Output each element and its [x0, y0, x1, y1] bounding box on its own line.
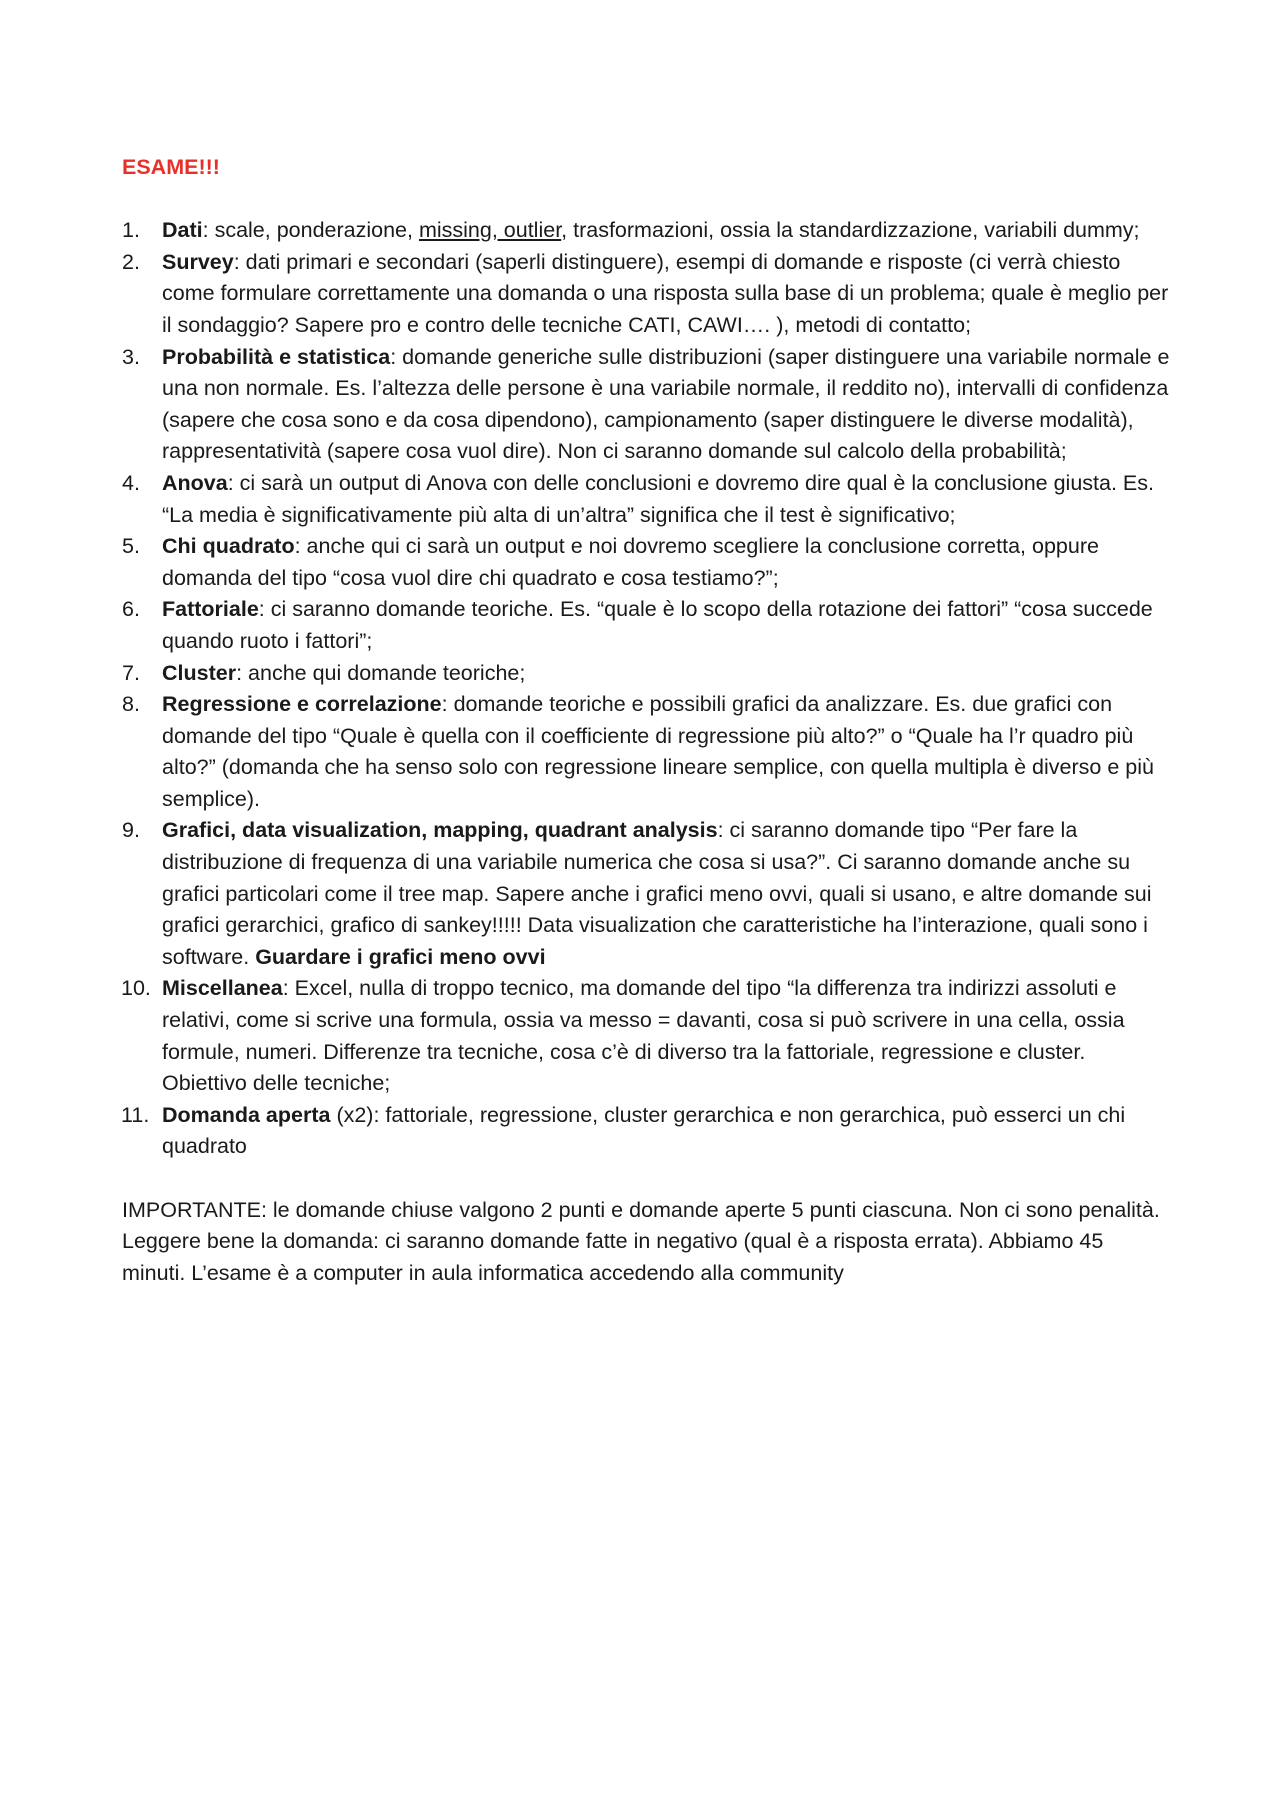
- list-item-text: : anche qui domande teoriche;: [236, 660, 526, 685]
- list-item-number: 11.: [121, 1102, 150, 1127]
- list-item-title: Probabilità e statistica: [162, 344, 391, 369]
- list-item-text: : ci sarà un output di Anova con delle conclusioni e dovremo dire qual è la conclusione giusta. Es. “La media è significativamente più alta di un’altra” significa che il test è significativo;: [162, 470, 1154, 527]
- list-item-number: 7.: [122, 660, 140, 685]
- list-item-text: : scale, ponderazione,: [202, 218, 419, 243]
- list-item-title: Fattoriale: [162, 597, 259, 622]
- list-item: [122, 815, 1172, 973]
- important-note: IMPORTANTE: le domande chiuse valgono 2 punti e domande aperte 5 punti ciascuna. Non ci sono penalità. Leggere bene la domanda: ci saranno domande fatte in negativo (qual è a risposta errata). Abbiamo 45 minuti. L’esame è a computer in aula informatica accedendo alla community: [122, 1197, 1160, 1285]
- document-page: [122, 152, 1172, 1289]
- list-item: [122, 658, 1172, 690]
- list-item-text: : dati primari e secondari (saperli distinguere), esempi di domande e risposte (ci verrà chiesto come formulare correttamente una domanda o una risposta sulla base di un problema; quale è meglio per il sondaggio? Sapere pro e contro delle tecniche CATI, CAWI…. ), metodi di contatto;: [162, 249, 1169, 337]
- list-item-title: Dati: [162, 218, 203, 243]
- list-item-number: 6.: [122, 597, 140, 622]
- underlined-text: missing, outlier: [418, 218, 562, 243]
- list-item-number: 5.: [122, 534, 140, 559]
- list-item-title: Domanda aperta: [162, 1102, 331, 1127]
- list-item-title: Survey: [162, 249, 234, 274]
- list-item: [122, 342, 1172, 468]
- list-item-number: 4.: [122, 470, 140, 495]
- list-item-text: (x2): fattoriale, regressione, cluster gerarchica e non gerarchica, può esserci un chi quadrato: [162, 1102, 1126, 1159]
- list-item-text: : domande generiche sulle distribuzioni (saper distinguere una variabile normale e una non normale. Es. l’altezza delle persone è una variabile normale, il reddito no), intervalli di confidenza (sapere che cosa sono e da cosa dipendono), campionamento (saper distinguere le diverse modalità), rappresentatività (sapere cosa vuol dire). Non ci saranno domande sul calcolo della probabilità;: [162, 344, 1170, 464]
- document-heading: ESAME!!!: [122, 155, 220, 179]
- list-item: [122, 689, 1172, 815]
- list-item-title: Chi quadrato: [162, 534, 295, 559]
- list-item: [122, 247, 1172, 342]
- list-item-text: : domande teoriche e possibili grafici da analizzare. Es. due grafici con domande del tipo “Quale è quella con il coefficiente di regressione più alto?” o “Quale ha l’r quadro più alto?” (domanda che ha senso solo con regressione lineare semplice, con quella multipla è diverso e più semplice).: [162, 692, 1154, 811]
- list-item-number: 9.: [122, 818, 140, 843]
- list-item-number: 2.: [122, 249, 140, 274]
- list-item-text: : anche qui ci sarà un output e noi dovremo scegliere la conclusione corretta, oppure domanda del tipo “cosa vuol dire chi quadrato e cosa testiamo?”;: [162, 534, 1099, 590]
- list-item-text: : ci saranno domande teoriche. Es. “quale è lo scopo della rotazione dei fattori” “cosa succede quando ruoto i fattori”;: [162, 597, 1153, 653]
- list-item-number: 10.: [121, 976, 151, 1001]
- list-item-title: Cluster: [162, 660, 237, 685]
- list-item-text: : ci saranno domande tipo “Per fare la distribuzione di frequenza di una variabile numerica che cosa si usa?”. Ci saranno domande anche su grafici particolari come il tree map. Sapere anche i grafici meno ovvi, quali si usano, e altre domande sui grafici gerarchici, grafico di sankey!!!!! Data visualization che caratteristiche ha l’interazione, quali sono i software.: [162, 818, 1152, 969]
- list-item: [122, 468, 1172, 531]
- list-item-text: , trasformazioni, ossia la standardizzazione, variabili dummy;: [561, 218, 1140, 243]
- list-item: [122, 531, 1172, 594]
- list-item-number: 8.: [122, 692, 140, 717]
- list-item-title: Anova: [162, 470, 228, 495]
- list-item-title: Regressione e correlazione: [162, 692, 442, 717]
- list-item-number: 3.: [122, 344, 140, 369]
- list-item-title: Grafici, data visualization, mapping, quadrant analysis: [162, 818, 718, 843]
- list-item: [122, 973, 1172, 1099]
- list-item: [122, 215, 1172, 247]
- topic-list: [122, 215, 1172, 1163]
- list-item: [122, 594, 1172, 657]
- list-item-text: : Excel, nulla di troppo tecnico, ma domande del tipo “la differenza tra indirizzi assoluti e relativi, come si scrive una formula, ossia va messo = davanti, cosa si può scrivere in una cella, ossia formule, numeri. Differenze tra tecniche, cosa c’è di diverso tra la fattoriale, regressione e cluster. Obiettivo delle tecniche;: [162, 976, 1125, 1096]
- list-item: [122, 1100, 1172, 1163]
- list-item-title: Miscellanea: [162, 976, 283, 1001]
- list-item-title: Guardare i grafici meno ovvi: [255, 944, 546, 969]
- list-item-number: 1.: [122, 218, 140, 243]
